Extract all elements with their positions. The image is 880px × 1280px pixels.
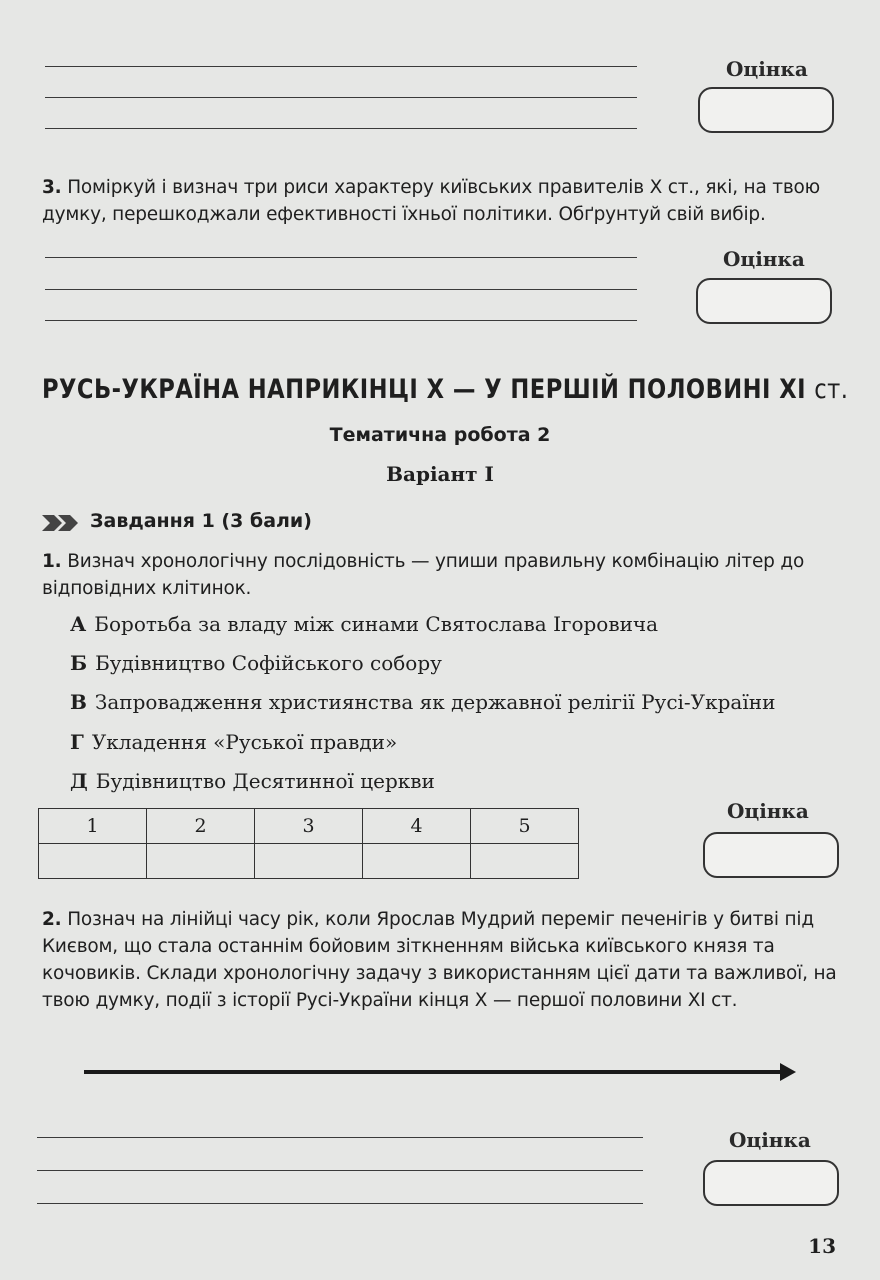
option-text: Запровадження християнства як державної релігії Русі-України (94, 690, 776, 714)
grade-box[interactable] (703, 1160, 839, 1206)
option-letter: Д (70, 769, 88, 793)
answer-line[interactable] (45, 66, 637, 67)
answer-cell[interactable] (39, 844, 147, 879)
option-letter: В (70, 690, 87, 714)
question-1 (42, 548, 842, 602)
answer-cell[interactable] (363, 844, 471, 879)
grade-label: Оцінка (723, 247, 805, 271)
question-1-number: 1. (42, 551, 62, 572)
question-2 (42, 906, 848, 1014)
option-text: Будівництво Софійського собору (95, 651, 442, 675)
answer-line[interactable] (37, 1203, 643, 1204)
answer-line[interactable] (45, 128, 637, 129)
answer-table-header: 3 (255, 809, 363, 844)
page-number: 13 (808, 1234, 836, 1258)
answer-line[interactable] (45, 97, 637, 98)
answer-cell[interactable] (147, 844, 255, 879)
assignment-title: Завдання 1 (3 бали) (90, 510, 312, 532)
answer-table (38, 808, 579, 879)
option-a (70, 612, 658, 636)
answer-line[interactable] (45, 289, 637, 290)
option-text: Боротьба за владу між синами Святослава Ігоровича (94, 612, 659, 636)
grade-label: Оцінка (727, 799, 809, 823)
answer-line[interactable] (37, 1170, 643, 1171)
variant-title: Варіант I (386, 462, 494, 486)
option-letter: Г (70, 730, 84, 754)
answer-table-header-row (39, 809, 579, 844)
answer-table-header: 1 (39, 809, 147, 844)
option-b (70, 651, 442, 675)
option-letter: Б (70, 651, 88, 675)
answer-table-header: 2 (147, 809, 255, 844)
question-2-text: Познач на лінійці часу рік, коли Ярослав Мудрий переміг печенігів у битві під Києвом, що стала останнім бойовим зіткненням війська київського князя та кочовиків. Склади хронологічну задачу з використанням цієї дати та важливої, на твою думку, події з історії Русі-України кінця X — першої половини XI ст. (42, 909, 837, 1011)
section-title-main: РУСЬ-УКРАЇНА НАПРИКІНЦІ X — У ПЕРШІЙ ПОЛОВИНІ XI (42, 374, 806, 405)
grade-box[interactable] (696, 278, 832, 324)
answer-table-header: 5 (471, 809, 579, 844)
section-title-suffix: ст. (814, 374, 849, 405)
answer-table-input-row (39, 844, 579, 879)
answer-line[interactable] (37, 1137, 643, 1138)
option-v (70, 690, 775, 714)
answer-table-header: 4 (363, 809, 471, 844)
option-d (70, 769, 435, 793)
answer-cell[interactable] (255, 844, 363, 879)
chevron-arrows-icon (42, 513, 80, 533)
option-text: Укладення «Руської правди» (91, 730, 398, 754)
task-3 (42, 174, 842, 228)
option-g (70, 730, 397, 754)
grade-label: Оцінка (726, 57, 808, 81)
answer-cell[interactable] (471, 844, 579, 879)
option-letter: А (70, 612, 87, 636)
grade-label: Оцінка (729, 1128, 811, 1152)
grade-box[interactable] (698, 87, 834, 133)
task-3-number: 3. (42, 177, 62, 198)
question-2-number: 2. (42, 909, 62, 930)
grade-box[interactable] (703, 832, 839, 878)
section-title (42, 374, 848, 405)
option-text: Будівництво Десятинної церкви (95, 769, 435, 793)
answer-line[interactable] (45, 257, 637, 258)
work-title: Тематична робота 2 (329, 424, 551, 446)
timeline-arrow[interactable] (84, 1060, 798, 1084)
question-1-text: Визнач хронологічну послідовність — упиши правильну комбінацію літер до відповідних клітинок. (42, 551, 805, 599)
answer-line[interactable] (45, 320, 637, 321)
task-3-text: Поміркуй і визнач три риси характеру київських правителів X ст., які, на твою думку, перешкоджали ефективності їхньої політики. Обґрунтуй свій вибір. (42, 177, 821, 225)
